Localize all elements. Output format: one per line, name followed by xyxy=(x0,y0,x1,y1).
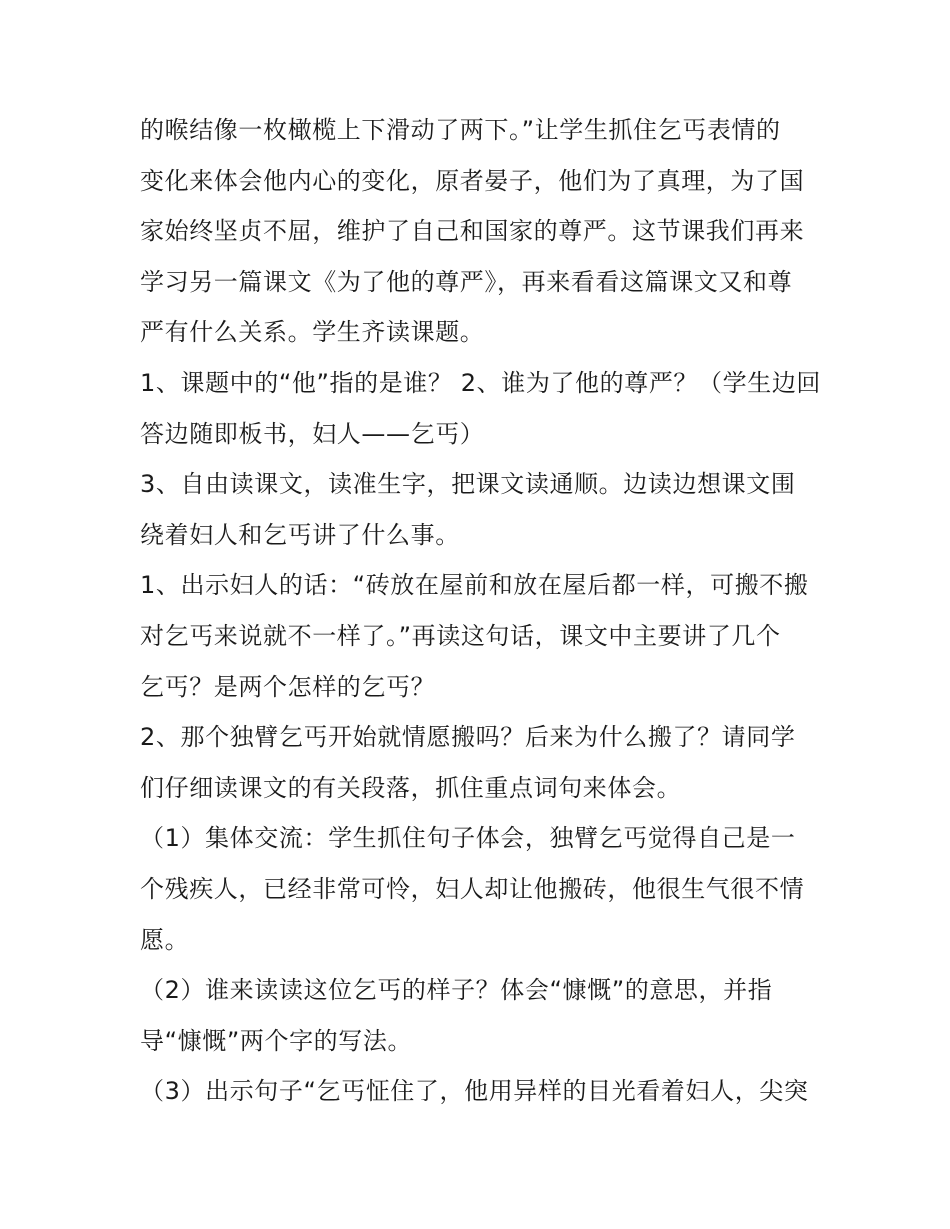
text-line: （1）集体交流：学生抓住句子体会，独臂乞丐觉得自己是一 xyxy=(140,824,796,853)
text-line: 家始终坚贞不屈，维护了自己和国家的尊严。这节课我们再来 xyxy=(140,217,805,246)
text-line: 1、出示妇人的话：“砖放在屋前和放在屋后都一样，可搬不搬 xyxy=(140,571,809,600)
text-line: 们仔细读课文的有关段落，抓住重点词句来体会。 xyxy=(140,773,682,802)
body-text xyxy=(140,105,820,1117)
text-line: （3）出示句子“乞丐怔住了，他用异样的目光看着妇人，尖突 xyxy=(140,1077,809,1106)
text-line: 绕着妇人和乞丐讲了什么事。 xyxy=(140,520,460,549)
text-line: 1、课题中的“他”指的是谁？ 2、谁为了他的尊严？（学生边回 xyxy=(140,368,822,397)
text-line: 答边随即板书，妇人——乞丐） xyxy=(140,419,485,448)
text-line: 3、自由读课文，读准生字，把课文读通顺。边读边想课文围 xyxy=(140,470,796,499)
text-line: 严有什么关系。学生齐读课题。 xyxy=(140,318,485,347)
text-line: 的喉结像一枚橄榄上下滑动了两下。”让学生抓住乞丐表情的 xyxy=(140,116,781,144)
text-line: 变化来体会他内心的变化，原者晏子，他们为了真理，为了国 xyxy=(140,166,805,195)
text-line: 导“慷慨”两个字的写法。 xyxy=(140,1026,413,1055)
text-line: 个残疾人，已经非常可怜，妇人却让他搬砖，他很生气很不情 xyxy=(140,874,805,903)
text-line: 乞丐？是两个怎样的乞丐？ xyxy=(140,672,436,701)
text-line: 2、那个独臂乞丐开始就情愿搬吗？后来为什么搬了？请同学 xyxy=(140,723,796,752)
text-line: 对乞丐来说就不一样了。”再读这句话，课文中主要讲了几个 xyxy=(140,621,781,650)
text-line: 学习另一篇课文《为了他的尊严》，再来看看这篇课文又和尊 xyxy=(140,267,793,296)
text-line: （2）谁来读读这位乞丐的样子？体会“慷慨”的意思，并指 xyxy=(140,976,773,1005)
text-line: 愿。 xyxy=(140,925,190,954)
